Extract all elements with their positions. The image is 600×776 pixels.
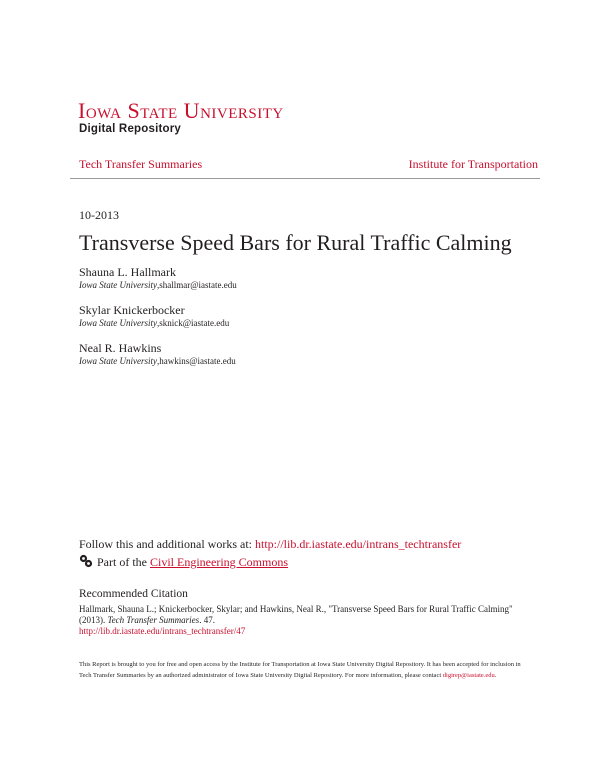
author-email: ,shallmar@iastate.edu xyxy=(157,280,237,290)
footer-text: This Report is brought to you for free and open access by the Institute for Transportation at Iowa State University Digital Repository. It has been accepted for inclusion in Tech Transfer Summaries by an authorized administrator of Iowa State University Digital Repository. For more information, please contact xyxy=(79,661,521,679)
author-institution: Iowa State University xyxy=(79,356,157,366)
citation-heading: Recommended Citation xyxy=(79,588,188,600)
part-of-prefix: Part of the xyxy=(97,555,150,569)
follow-prefix: Follow this and additional works at: xyxy=(79,537,255,551)
collection-link[interactable]: Tech Transfer Summaries xyxy=(79,157,203,171)
collection-url-link[interactable]: http://lib.dr.iastate.edu/intrans_techtransfer xyxy=(255,537,462,551)
part-of-line xyxy=(79,554,288,570)
author-affiliation xyxy=(79,318,229,329)
author-institution: Iowa State University xyxy=(79,280,157,290)
follow-line xyxy=(79,537,461,552)
document-title: Transverse Speed Bars for Rural Traffic Calming xyxy=(79,230,512,255)
logo-text: Iowa State University xyxy=(78,98,284,123)
contact-email-link[interactable]: digirep@iastate.edu xyxy=(442,671,495,679)
footer-notice xyxy=(79,660,529,681)
footer-end: . xyxy=(494,671,497,679)
citation-number: . 47. xyxy=(199,615,215,625)
author-name: Skylar Knickerbocker xyxy=(79,303,185,317)
network-icon xyxy=(79,554,93,568)
civil-engineering-commons-link[interactable]: Civil Engineering Commons xyxy=(150,555,288,569)
author-institution: Iowa State University xyxy=(79,318,157,328)
author-affiliation xyxy=(79,280,237,291)
department-link[interactable]: Institute for Transportation xyxy=(408,157,538,171)
author-affiliation xyxy=(79,356,236,367)
citation-text: Hallmark, Shauna L.; Knickerbocker, Skylar; and Hawkins, Neal R., "Transverse Speed Bars for Rural Traffic Calming" (2013). xyxy=(79,604,513,625)
citation-url-link[interactable]: http://lib.dr.iastate.edu/intrans_techtransfer/47 xyxy=(79,626,246,636)
university-logo xyxy=(78,100,284,122)
publication-date: 10-2013 xyxy=(79,208,119,222)
author-email: ,sknick@iastate.edu xyxy=(157,318,230,328)
header-divider xyxy=(70,178,540,179)
logo-subtitle: Digital Repository xyxy=(79,123,182,135)
author-name: Shauna L. Hallmark xyxy=(79,265,176,279)
author-name: Neal R. Hawkins xyxy=(79,341,162,355)
citation-series: Tech Transfer Summaries xyxy=(107,615,200,625)
author-email: ,hawkins@iastate.edu xyxy=(157,356,236,366)
citation-body xyxy=(79,604,529,637)
